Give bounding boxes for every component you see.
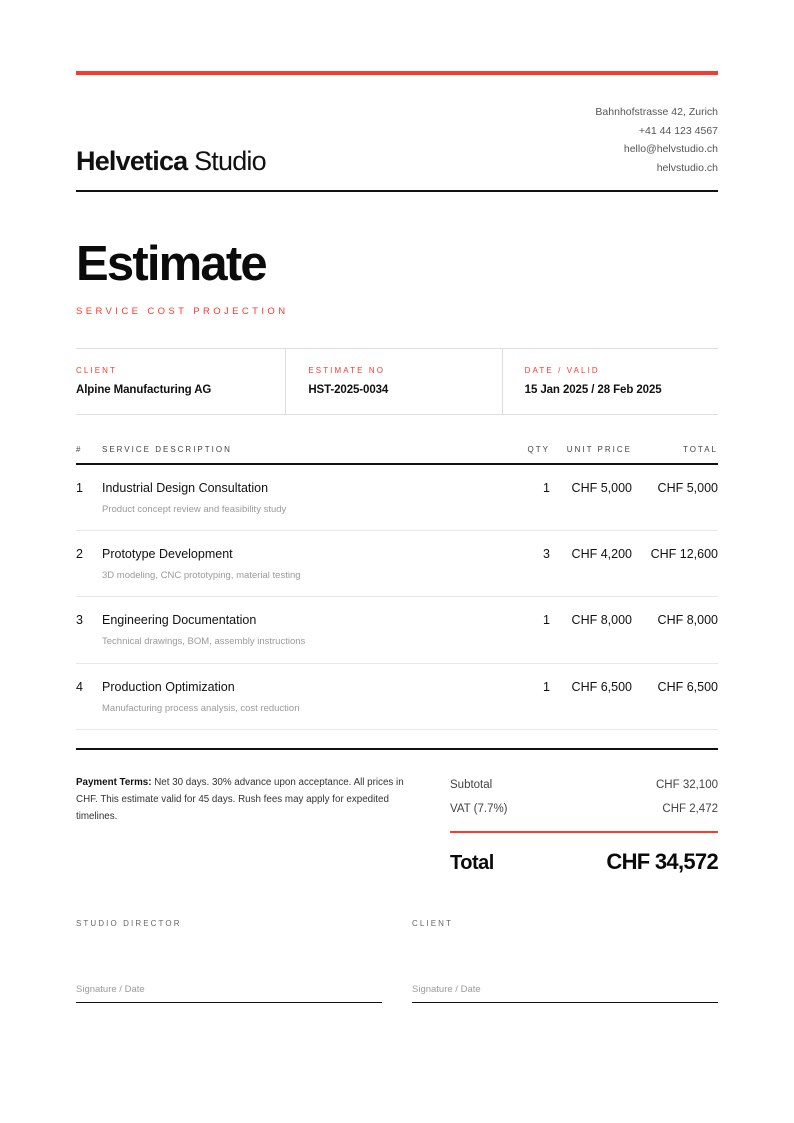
line-items-table	[76, 445, 718, 750]
grand-total-label: Total	[450, 851, 494, 874]
table-header-row	[76, 445, 718, 465]
item-unit-price: CHF 5,000	[571, 481, 632, 495]
top-accent-bar	[76, 71, 718, 75]
payment-terms-text: Net 30 days. 30% advance upon acceptance. All prices in CHF. This estimate valid for 45 days. Rush fees may apply for expedited timelines.	[76, 776, 404, 823]
grand-total-value: CHF 34,572	[606, 848, 718, 874]
item-total: CHF 8,000	[657, 613, 718, 628]
grand-total-line	[450, 849, 718, 875]
item-total: CHF 5,000	[657, 481, 718, 495]
table-row	[76, 597, 718, 663]
item-total: CHF 12,600	[650, 547, 718, 562]
meta-label: ESTIMATE NO	[308, 366, 386, 375]
item-unit-price: CHF 4,200	[571, 547, 632, 562]
signature-hint: Signature / Date	[76, 983, 145, 995]
meta-label: CLIENT	[76, 366, 118, 375]
item-unit-price: CHF 8,000	[571, 613, 632, 628]
signature-hint: Signature / Date	[412, 983, 481, 995]
signature-line[interactable]	[412, 979, 718, 1003]
item-name: Prototype Development	[102, 547, 233, 562]
item-number: 4	[76, 679, 83, 694]
item-qty: 3	[543, 547, 550, 562]
meta-value: Alpine Manufacturing AG	[76, 384, 212, 396]
item-name: Engineering Documentation	[102, 613, 257, 628]
signature-role: CLIENT	[412, 918, 454, 928]
vat-line	[450, 797, 718, 821]
terms-and-totals	[76, 771, 718, 875]
item-description: Product concept review and feasibility study	[102, 503, 287, 515]
column-header-unit-price: UNIT PRICE	[566, 445, 632, 454]
item-unit-price: CHF 6,500	[571, 679, 632, 694]
document-header	[76, 0, 718, 192]
vat-value: CHF 2,472	[662, 802, 718, 815]
item-qty: 1	[543, 613, 550, 628]
meta-cell-date-valid	[502, 349, 718, 414]
column-header-number: #	[76, 445, 83, 454]
meta-value: 15 Jan 2025 / 28 Feb 2025	[524, 384, 662, 396]
payment-terms	[76, 771, 404, 875]
meta-value: HST-2025-0034	[308, 384, 389, 396]
item-description: Manufacturing process analysis, cost reduction	[102, 702, 300, 714]
payment-terms-label: Payment Terms:	[76, 776, 152, 788]
company-logo	[76, 147, 266, 177]
page-subtitle: SERVICE COST PROJECTION	[76, 306, 289, 317]
meta-cell-estimate-no	[285, 349, 501, 414]
signature-line[interactable]	[76, 979, 382, 1003]
item-number: 3	[76, 613, 83, 628]
meta-cell-client	[76, 349, 285, 414]
column-header-total: TOTAL	[682, 445, 718, 454]
subtotal-label: Subtotal	[450, 778, 493, 791]
title-block	[76, 192, 718, 317]
meta-row	[76, 348, 718, 415]
contact-address: Bahnhofstrasse 42, Zurich	[595, 106, 718, 118]
signature-block-client	[412, 919, 718, 1003]
logo-secondary-word: Studio	[194, 145, 266, 176]
item-name: Industrial Design Consultation	[102, 481, 269, 495]
signature-role: STUDIO DIRECTOR	[76, 918, 182, 928]
table-row	[76, 664, 718, 730]
grand-total-rule	[450, 831, 718, 833]
item-number: 2	[76, 547, 83, 562]
contact-email: hello@helvstudio.ch	[623, 143, 718, 155]
vat-label: VAT (7.7%)	[450, 802, 508, 815]
item-total: CHF 6,500	[657, 679, 718, 694]
table-row	[76, 465, 718, 531]
subtotal-line	[450, 773, 718, 797]
contact-website: helvstudio.ch	[656, 161, 718, 174]
item-name: Production Optimization	[102, 679, 235, 694]
table-row	[76, 531, 718, 597]
signature-section	[76, 919, 718, 1003]
column-header-description: SERVICE DESCRIPTION	[102, 445, 232, 454]
item-qty: 1	[543, 679, 550, 694]
contact-details	[595, 103, 718, 177]
table-bottom-rule	[76, 748, 718, 750]
item-number: 1	[76, 481, 83, 495]
item-description: 3D modeling, CNC prototyping, material testing	[102, 570, 301, 582]
logo-primary-word: Helvetica	[76, 145, 188, 176]
item-description: Technical drawings, BOM, assembly instructions	[102, 636, 306, 648]
contact-phone: +41 44 123 4567	[638, 124, 718, 137]
totals-block	[450, 771, 718, 875]
meta-label: DATE / VALID	[524, 366, 600, 375]
subtotal-value: CHF 32,100	[655, 778, 718, 791]
signature-block-studio-director	[76, 919, 382, 1003]
item-qty: 1	[543, 481, 550, 495]
column-header-qty: QTY	[527, 445, 550, 454]
page-title: Estimate	[76, 237, 266, 291]
